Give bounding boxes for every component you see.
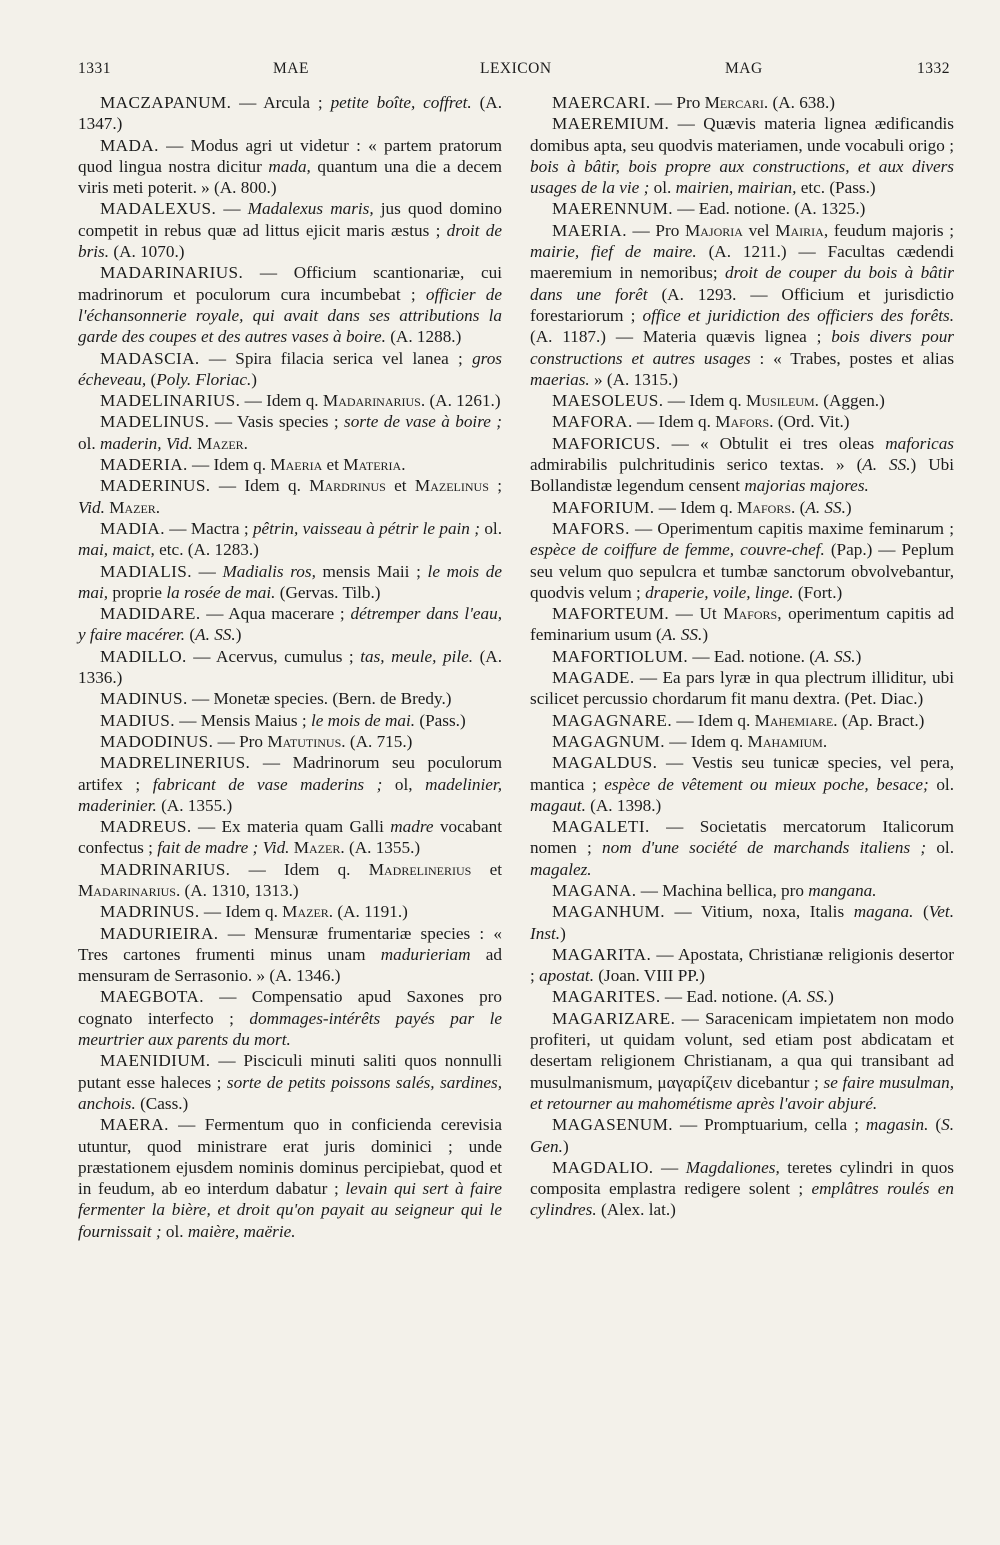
entry-text: droit de couper du bois à bâtir dans une forêt [530, 263, 954, 304]
entry-text: — Pisciculi minuti saliti quos nonnulli putant esse haleces ; [78, 1051, 502, 1092]
entry-text: Maeria [270, 455, 323, 475]
entry-text: ol. [926, 838, 954, 858]
entry-text: sorte de petits poissons salés, sardines, anchois. [78, 1072, 502, 1113]
entry-text: Materia. [343, 455, 406, 475]
dictionary-entry [78, 646, 502, 689]
entry-text: vocabant confectus ; [78, 817, 502, 858]
entry-text: espèce de coiffure de femme, couvre-chef. [530, 540, 825, 560]
entry-text: — Machina bellica, pro [636, 880, 809, 900]
dictionary-entry [78, 986, 502, 1050]
entry-text: Mafors. [715, 412, 774, 432]
entry-text: — Vestis seu tunicæ species, vel pera, mantica ; [530, 753, 954, 794]
left-column [78, 92, 502, 1242]
page-number-right: 1332 [917, 60, 950, 77]
entry-text: détremper dans l'eau, y faire macérer. [78, 604, 502, 645]
entry-text: » (A. 1315.) [589, 369, 679, 389]
entry-text: (Cass.) [135, 1093, 189, 1113]
entry-text: mada, [268, 156, 311, 176]
dictionary-entry [530, 1008, 954, 1114]
entry-text: Mahamium. [747, 731, 828, 751]
entry-text: — Ut [669, 604, 724, 624]
dictionary-entry [530, 944, 954, 987]
entry-text: ) [235, 625, 242, 645]
entry-text: et [385, 476, 415, 496]
entry-text: ( [146, 369, 157, 389]
entry-text: madurieriam [380, 944, 471, 964]
entry-text: (A. 1355.) [156, 795, 233, 815]
dictionary-entry [530, 816, 954, 880]
entry-text: — Arcula ; [231, 93, 331, 112]
entry-text: (A. 1310, 1313.) [180, 880, 299, 900]
entry-text: — Idem q. [663, 391, 747, 411]
entry-text: ; [488, 476, 502, 496]
dictionary-entry [78, 92, 502, 135]
entry-text: la rosée de mai. [166, 582, 276, 602]
entry-headword: MADIA. [100, 518, 165, 538]
entry-text: (A. 1211.) — Facultas cædendi maeremium in nemoribus; [530, 242, 954, 283]
dictionary-entry [530, 752, 954, 816]
entry-text: magasin. [865, 1115, 929, 1135]
dictionary-entry [530, 667, 954, 710]
entry-text: Vid. [78, 497, 105, 517]
entry-text: ( [185, 625, 196, 645]
entry-text: Magdaliones, [685, 1157, 780, 1177]
entry-text: — Ea pars lyræ in qua plectrum illiditur, ubi scilicet percussio chordarum fit manu dextra. (Pet. Diac.) [530, 668, 954, 709]
entry-text: — Promptuarium, cella ; [672, 1115, 866, 1135]
entry-text: (A. 638.) [768, 93, 836, 112]
entry-headword: MADARINARIUS. [100, 263, 244, 283]
entry-text: Mazer. [293, 838, 345, 858]
entry-text: — [191, 561, 223, 581]
entry-text: droit de bris. [78, 220, 502, 262]
entry-text: — Operimentum capitis maxime feminarum ; [629, 518, 954, 538]
entry-text: Madialis ros, [222, 561, 316, 581]
entry-text: etc. (A. 1283.) [154, 540, 259, 560]
entry-text: ) [828, 987, 834, 1007]
entry-text: S. Gen. [530, 1115, 954, 1156]
dictionary-entry [78, 1050, 502, 1114]
entry-text: — Mensuræ frumentariæ species : « Tres cartones frumenti minus unam [78, 923, 502, 964]
entry-headword: MAGAGNUM. [552, 731, 665, 751]
entry-text: (Aggen.) [818, 391, 885, 411]
entry-text: A. SS. [805, 497, 846, 517]
dictionary-entry [530, 220, 954, 390]
entry-text: espèce de vêtement ou mieux poche, besace; [604, 774, 929, 794]
entry-text: magana. [853, 902, 914, 922]
entry-text: — Madrinorum seu poculorum artifex ; [78, 753, 502, 794]
dictionary-entry [78, 262, 502, 347]
entry-text: — Idem q. [199, 902, 283, 922]
entry-text: (Ord. Vit.) [773, 412, 850, 432]
entry-text: nom d'une société de marchands italiens ; [602, 838, 927, 858]
entry-text: mensis Maii ; [315, 561, 428, 581]
entry-headword: MAGDALIO. [552, 1157, 654, 1177]
entry-text: teretes cylindri in quos composita emplastra redigere solent ; [530, 1157, 954, 1199]
entry-text: ad mensuram de Serrasonio. » (A. 1346.) [78, 944, 502, 986]
entry-text: bois divers pour constructions et autres usages [530, 327, 954, 368]
dictionary-entry [78, 688, 502, 709]
entry-headword: MAFORS. [552, 518, 630, 538]
dictionary-entry [78, 1114, 502, 1242]
entry-text: (Ap. Bract.) [837, 710, 925, 730]
entry-text: maderin, Vid. [99, 433, 193, 453]
entry-headword: MADA. [100, 135, 159, 155]
entry-text: Mercari. [704, 93, 769, 112]
dictionary-entry [78, 454, 502, 475]
dictionary-entry [78, 348, 502, 391]
dictionary-entry [78, 518, 502, 561]
entry-headword: MAFORTIOLUM. [552, 646, 689, 666]
entry-headword: MAFORIUM. [552, 497, 655, 517]
entry-headword: MADODINUS. [100, 731, 214, 751]
entry-text: A. SS. [787, 987, 829, 1007]
entry-text: fabricant de vase maderins ; [152, 774, 383, 794]
entry-text: maerias. [530, 369, 590, 389]
dictionary-entry [530, 1157, 954, 1221]
entry-text: petite boîte, coffret. [330, 93, 472, 112]
entry-headword: MADELINARIUS. [100, 391, 241, 411]
entry-text: Vet. Inst. [530, 902, 954, 943]
entry-text: — Pro [626, 220, 685, 240]
entry-text: vel [742, 220, 776, 240]
entry-text: jus quod domino competit in rebus quæ ad littus ejicit maris æstus ; [78, 199, 502, 240]
dictionary-entry [78, 752, 502, 816]
entry-text: Madarinarius. [322, 391, 426, 411]
entry-headword: MADERINUS. [100, 476, 211, 496]
entry-text: ol. [78, 433, 100, 453]
entry-text: emplâtres roulés en cylindres. [530, 1179, 954, 1220]
dictionary-entry [530, 198, 954, 219]
entry-text: dommages-intérêts payés par le meurtrier aux parents du mort. [78, 1008, 502, 1050]
entry-headword: MAGARIZARE. [552, 1008, 676, 1028]
entry-headword: MADASCIA. [100, 348, 200, 368]
entry-text: — Vitium, noxa, Italis [664, 902, 854, 922]
entry-text: — « Obtulit ei tres oleas [660, 433, 886, 453]
dictionary-entry [530, 92, 954, 113]
dictionary-entry [78, 901, 502, 922]
dictionary-entry [530, 1114, 954, 1157]
entry-text: Mazer. [282, 902, 334, 922]
entry-text: Mazelinus [414, 476, 489, 496]
entry-text: gros écheveau, [78, 348, 502, 389]
page-number-left: 1331 [78, 60, 111, 77]
entry-text: — Spira filacia serica vel lanea ; [199, 348, 473, 368]
right-column [530, 92, 954, 1221]
entry-text: — Pro [213, 731, 268, 751]
dictionary-entry [78, 923, 502, 987]
entry-text: (A. 1187.) — Materia quævis lignea ; [530, 327, 832, 347]
entry-text: — Idem q. [230, 859, 369, 879]
entry-text: (A. 1398.) [585, 795, 662, 815]
entry-text: — Saracenicam impietatem non modo profiteri, ut quidam volunt, sed etiam post abdicatam et desertam religionem Christianam, a qua qui transibant ad musulmanismum, μαγαρίζειν dicebantur ; [530, 1008, 954, 1092]
entry-text: Madrelinerius [368, 859, 472, 879]
entry-text: (A. 1347.) [78, 93, 502, 134]
entry-text: (A. 1261.) [425, 391, 501, 411]
entry-text: — [216, 199, 248, 219]
entry-text: ol, [382, 774, 426, 794]
dictionary-entry [530, 390, 954, 411]
entry-headword: MADRELINERIUS. [100, 753, 251, 773]
entry-headword: MAERCARI. [552, 93, 651, 112]
dictionary-entry [78, 390, 502, 411]
entry-headword: MADRINUS. [100, 902, 200, 922]
entry-headword: MADALEXUS. [100, 199, 217, 219]
entry-text: madelinier, maderinier. [78, 774, 503, 815]
dictionary-entry [530, 731, 954, 752]
dictionary-entry [530, 603, 954, 646]
entry-headword: MAGANA. [552, 880, 637, 900]
entry-text: A. SS. [195, 625, 236, 645]
entry-headword: MAGALDUS. [552, 753, 658, 773]
entry-text: Madalexus maris, [247, 199, 374, 219]
dictionary-entry [530, 880, 954, 901]
entry-text: proprie [108, 582, 167, 602]
entry-text: operimentum capitis ad feminarium usum ( [530, 604, 954, 645]
entry-text: magaut. [530, 795, 586, 815]
dictionary-entry [530, 497, 954, 518]
entry-text: — Idem q. [240, 391, 323, 411]
running-header [78, 60, 950, 86]
entry-text: mairie, fief de maire. [530, 242, 697, 262]
entry-text: Mafors, [723, 604, 782, 624]
entry-text: et [322, 455, 344, 475]
entry-headword: MADURIEIRA. [100, 923, 219, 943]
dictionary-entry [530, 901, 954, 944]
entry-headword: MAGANHUM. [552, 902, 665, 922]
entry-text: etc. (Pass.) [796, 178, 876, 198]
entry-text: — Monetæ species. (Bern. de Bredy.) [187, 689, 452, 709]
entry-text: feudum majoris ; [828, 220, 954, 240]
entry-text: levain qui sert à faire fermenter la bière, et droit qu'on payait au seigneur qui le fournissait ; [78, 1179, 502, 1241]
entry-text: (A. 715.) [345, 731, 413, 751]
entry-headword: MAGAGNARE. [552, 710, 673, 730]
entry-text: — Ead. notione. ( [688, 646, 815, 666]
dictionary-entry [78, 561, 502, 604]
entry-text: — Acervus, cumulus ; [186, 646, 361, 666]
dictionary-entry [78, 135, 502, 199]
entry-text: ( [928, 1115, 942, 1135]
entry-text: Majoria [684, 220, 743, 240]
entry-text: Mazer. [197, 433, 248, 453]
entry-text: ol. [479, 518, 502, 538]
entry-text: ) [845, 497, 852, 517]
entry-text: (Gervas. Tilb.) [275, 582, 381, 602]
entry-text: ) [855, 646, 862, 666]
entry-text: — Pro [650, 93, 705, 112]
entry-text: ol. [928, 774, 955, 794]
dictionary-entry [78, 603, 502, 646]
entry-text: — Mensis Maius ; [174, 710, 311, 730]
dictionary-entry [78, 731, 502, 752]
entry-text: quantum una die a decem viris meti poterit. » (A. 800.) [78, 156, 502, 198]
entry-text: — Vasis species ; [209, 412, 344, 432]
entry-text: tas, meule, pile. [360, 646, 474, 666]
entry-headword: MAGARITA. [552, 944, 652, 964]
entry-text: officier de l'échansonnerie royale, qui avait dans ses attributions la garde des coupes et des autres vases à boire. [78, 284, 502, 347]
entry-text: — Fermentum quo in conficienda cerevisia utuntur, quod ministrare erat juris dominici ; unde præstationem ejusdem nominis dominus percipiebat, quod et in feudum, ab eo interdum dabatur ; [78, 1115, 502, 1199]
entry-text: (Pass.) [415, 710, 466, 730]
entry-text: apostat. [539, 966, 594, 986]
entry-headword: MADIALIS. [100, 561, 192, 581]
entry-text: — Aqua macerare ; [200, 604, 351, 624]
entry-text: — Ead. notione. ( [660, 987, 788, 1007]
entry-text: Matutinus. [267, 731, 346, 751]
entry-text: ) [251, 369, 257, 389]
dictionary-entry [78, 475, 502, 518]
entry-text: A. SS. [661, 625, 703, 645]
entry-text: mangana. [808, 880, 877, 900]
running-title: LEXICON [480, 60, 552, 77]
entry-text: draperie, voile, linge. [645, 582, 794, 602]
entry-text: madre [390, 817, 434, 837]
entry-headword: MADRINARIUS. [100, 859, 231, 879]
dictionary-entry [78, 411, 502, 454]
entry-text: ol. [161, 1221, 188, 1241]
entry-text: A. SS. [815, 646, 856, 666]
entry-text: (A. 1191.) [333, 902, 408, 922]
entry-text: — [653, 1157, 686, 1177]
entry-headword: MAERA. [100, 1115, 169, 1135]
entry-headword: MADIDARE. [100, 604, 201, 624]
entry-text: Mardrinus [309, 476, 386, 496]
entry-text: le mois de mai, [78, 561, 502, 602]
dictionary-entry [530, 411, 954, 432]
entry-text: — Idem q. [210, 476, 310, 496]
dictionary-entry [530, 710, 954, 731]
entry-text: — Ex materia quam Galli [191, 817, 391, 837]
entry-headword: MAGARITES. [552, 987, 661, 1007]
entry-text: — Idem q. [672, 710, 755, 730]
entry-headword: MADERIA. [100, 455, 188, 475]
entry-headword: MADILLO. [100, 646, 187, 666]
dictionary-entry [530, 646, 954, 667]
entry-text: (Fort.) [793, 582, 843, 602]
entry-text: Mazer. [109, 497, 161, 517]
entry-text: pêtrin, vaisseau à pétrir le pain ; [252, 518, 480, 538]
entry-text: — Modus agri ut videtur : « partem pratorum quod lingua nostra dicitur [78, 135, 502, 176]
dictionary-entry [78, 710, 502, 731]
entry-text: (A. 1288.) [385, 327, 462, 347]
entry-text: — Idem q. [187, 455, 271, 475]
entry-headword: MACZAPANUM. [100, 93, 232, 112]
entry-text: ) Ubi Bollandistæ legendum censent [530, 455, 954, 496]
entry-text: ( [795, 497, 806, 517]
entry-text: — Compensatio apud Saxones pro cognato interfecto ; [78, 987, 502, 1028]
entry-text: (A. 1355.) [344, 838, 421, 858]
entry-text: maière, maërie. [187, 1221, 296, 1241]
entry-text: (A. 1336.) [78, 646, 503, 688]
entry-text: Mairia, [775, 220, 829, 240]
entry-text: magalez. [530, 859, 592, 879]
entry-text: (A. 1070.) [109, 242, 185, 262]
entry-text: bois à bâtir, bois propre aux constructions, et aux divers usages de la vie ; [530, 156, 954, 198]
entry-text: majorias majores. [744, 476, 869, 496]
entry-headword: MADREUS. [100, 817, 192, 837]
entry-text: A. SS. [862, 455, 911, 475]
entry-text: ) [702, 625, 709, 645]
entry-text: — Idem q. [632, 412, 716, 432]
entry-text: Mahemiare. [754, 710, 838, 730]
entry-headword: MAERENNUM. [552, 199, 673, 219]
entry-text: fait de madre ; Vid. [157, 838, 290, 858]
dictionary-entry [530, 433, 954, 497]
entry-text: (Alex. lat.) [596, 1200, 676, 1220]
entry-headword: MAGALETI. [552, 817, 650, 837]
entry-text: — Apostata, Christianæ religionis desertor ; [530, 944, 954, 986]
entry-text: — Ead. notione. (A. 1325.) [672, 199, 866, 219]
entry-text: ) [560, 923, 566, 943]
entry-headword: MAFORICUS. [552, 433, 661, 453]
entry-headword: MAFORTEUM. [552, 604, 670, 624]
entry-text: — Officium scantionariæ, cui madrinorum et poculorum cura incumbebat ; [78, 263, 502, 304]
entry-text: Mafors. [737, 497, 796, 517]
entry-text: et [471, 859, 502, 879]
guide-word-left: MAE [273, 60, 309, 77]
entry-text: maforicas [885, 433, 954, 453]
entry-text: le mois de mai. [310, 710, 416, 730]
entry-text: office et juridiction des officiers des forêts. [642, 305, 954, 325]
dictionary-entry [78, 816, 502, 859]
entry-text: se faire musulman, et retourner au mahométisme après l'avoir abjuré. [530, 1072, 954, 1113]
entry-text: — Idem q. [664, 731, 748, 751]
dictionary-entry [78, 198, 502, 262]
entry-text: — Idem q. [654, 497, 738, 517]
guide-word-right: MAG [725, 60, 763, 77]
dictionary-entry [530, 113, 954, 198]
entry-text: — Quævis materia lignea ædificandis domibus apta, seu quodvis materiamen, unde vocabuli origo ; [530, 114, 954, 155]
entry-headword: MADINUS. [100, 689, 188, 709]
entry-text: ( [913, 902, 929, 922]
entry-text: (Joan. VIII PP.) [594, 966, 705, 986]
entry-text: ) [562, 1136, 569, 1156]
entry-text: Madarinarius. [78, 880, 181, 900]
entry-headword: MADELINUS. [100, 412, 210, 432]
entry-text: mairien, mairian, [675, 178, 797, 198]
entry-headword: MAGADE. [552, 668, 635, 688]
entry-text: : « Trabes, postes et alias [750, 348, 955, 368]
entry-text: mai, maict, [78, 540, 155, 560]
entry-headword: MAESOLEUS. [552, 391, 664, 411]
entry-headword: MADIUS. [100, 710, 175, 730]
entry-headword: MAEREMIUM. [552, 114, 670, 134]
dictionary-entry [530, 986, 954, 1007]
entry-text: sorte de vase à boire ; [344, 412, 502, 432]
entry-text: — Mactra ; [164, 518, 253, 538]
entry-headword: MAFORA. [552, 412, 633, 432]
dictionary-entry [530, 518, 954, 603]
entry-text: — Societatis mercatorum Italicorum nomen ; [530, 817, 954, 858]
entry-text: Musileum. [746, 391, 819, 411]
entry-text: admirabilis pulchritudinis serico textas. » ( [530, 455, 863, 475]
entry-text: (A. 1293. — Officium et jurisdictio forestariorum ; [530, 284, 954, 325]
entry-text: Poly. Floriac. [156, 369, 252, 389]
entry-headword: MAERIA. [552, 220, 627, 240]
entry-headword: MAGASENUM. [552, 1115, 673, 1135]
dictionary-entry [78, 859, 502, 902]
entry-headword: MAEGBOTA. [100, 987, 204, 1007]
entry-text: (Pap.) — Peplum seu velum quo sepulcra et tumbæ sanctorum obvolvebantur, quodvis velum ; [530, 540, 954, 602]
entry-headword: MAENIDIUM. [100, 1051, 211, 1071]
entry-text: ol. [649, 178, 676, 198]
